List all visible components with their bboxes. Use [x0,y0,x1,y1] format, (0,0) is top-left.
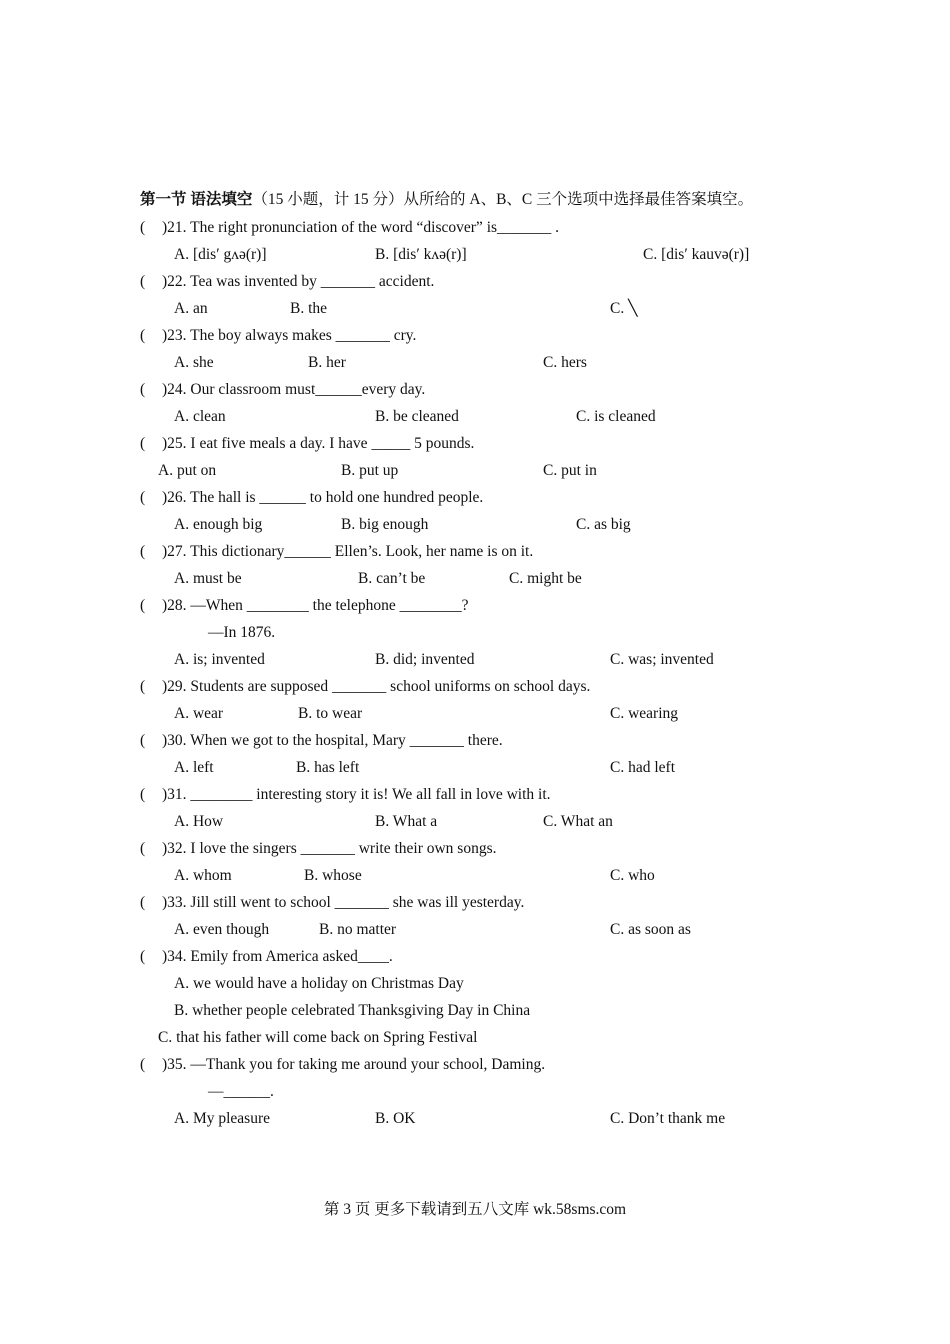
question-33: ( )33. Jill still went to school _______ she was ill yesterday. [140,894,525,911]
option-35-c: C. Don’t thank me [610,1110,726,1127]
option-31-c: C. What an [543,813,613,830]
option-33-a: A. even though [174,921,270,938]
question-26: ( )26. The hall is ______ to hold one hundred people. [140,489,484,506]
question-28: ( )28. —When ________ the telephone ________? [140,597,469,614]
option-21-a: A. [dis′ gʌə(r)] [174,246,267,263]
option-28-c: C. was; invented [610,651,714,668]
option-28-b: B. did; invented [375,651,475,668]
option-29-a: A. wear [174,705,224,722]
question-21: ( )21. The right pronunciation of the word “discover” is_______ . [140,219,560,236]
question-31: ( )31. ________ interesting story it is! We all fall in love with it. [140,786,551,803]
question-24: ( )24. Our classroom must______every day. [140,381,426,398]
section-heading [140,190,753,210]
option-27-b: B. can’t be [358,570,426,587]
option-26-b: B. big enough [341,516,429,533]
option-24-c: C. is cleaned [576,408,656,425]
option-25-c: C. put in [543,462,597,479]
option-26-c: C. as big [576,516,631,533]
question-29: ( )29. Students are supposed _______ school uniforms on school days. [140,678,591,695]
option-34-c: C. that his father will come back on Spring Festival [158,1029,478,1046]
option-23-c: C. hers [543,354,587,371]
option-32-a: A. whom [174,867,232,884]
option-21-b: B. [dis′ kʌə(r)] [375,246,467,263]
option-34-b: B. whether people celebrated Thanksgiving Day in China [174,1002,531,1019]
option-29-c: C. wearing [610,705,679,722]
option-30-a: A. left [174,759,214,776]
page-footer: 第 3 页 更多下载请到五八文库 wk.58sms.com [323,1201,627,1218]
option-32-c: C. who [610,867,655,884]
option-27-a: A. must be [174,570,242,587]
question-23: ( )23. The boy always makes _______ cry. [140,327,417,344]
option-33-b: B. no matter [319,921,397,938]
option-31-a: A. How [174,813,224,830]
question-30: ( )30. When we got to the hospital, Mary _______ there. [140,732,503,749]
option-26-a: A. enough big [174,516,263,533]
question-27: ( )27. This dictionary______ Ellen’s. Look, her name is on it. [140,543,534,560]
option-29-b: B. to wear [298,705,363,722]
option-33-c: C. as soon as [610,921,691,938]
question-32: ( )32. I love the singers _______ write their own songs. [140,840,497,857]
question-25: ( )25. I eat five meals a day. I have _____ 5 pounds. [140,435,475,452]
option-24-a: A. clean [174,408,226,425]
option-25-a: A. put on [158,462,217,479]
question-34: ( )34. Emily from America asked____. [140,948,393,965]
answer-line-28: —In 1876. [208,624,276,641]
option-22-a: A. an [174,300,208,317]
option-28-a: A. is; invented [174,651,265,668]
option-22-c: C. ╲ [610,300,638,317]
section-instructions: （15 小题，计 15 分）从所给的 A、B、C 三个选项中选择最佳答案填空。 [252,191,754,208]
option-31-b: B. What a [375,813,438,830]
option-35-b: B. OK [375,1110,416,1127]
option-23-a: A. she [174,354,214,371]
question-22: ( )22. Tea was invented by _______ accident. [140,273,435,290]
option-22-b: B. the [290,300,328,317]
question-35: ( )35. —Thank you for taking me around your school, Daming. [140,1056,546,1073]
option-24-b: B. be cleaned [375,408,459,425]
option-27-c: C. might be [509,570,582,587]
option-25-b: B. put up [341,462,399,479]
section-title: 第一节 语法填空 [140,191,253,208]
option-34-a: A. we would have a holiday on Christmas Day [174,975,464,992]
option-30-b: B. has left [296,759,360,776]
option-32-b: B. whose [304,867,362,884]
option-21-c: C. [dis′ kauvə(r)] [643,246,750,263]
option-35-a: A. My pleasure [174,1110,270,1127]
answer-line-35: —______. [208,1083,274,1100]
option-23-b: B. her [308,354,346,371]
option-30-c: C. had left [610,759,675,776]
